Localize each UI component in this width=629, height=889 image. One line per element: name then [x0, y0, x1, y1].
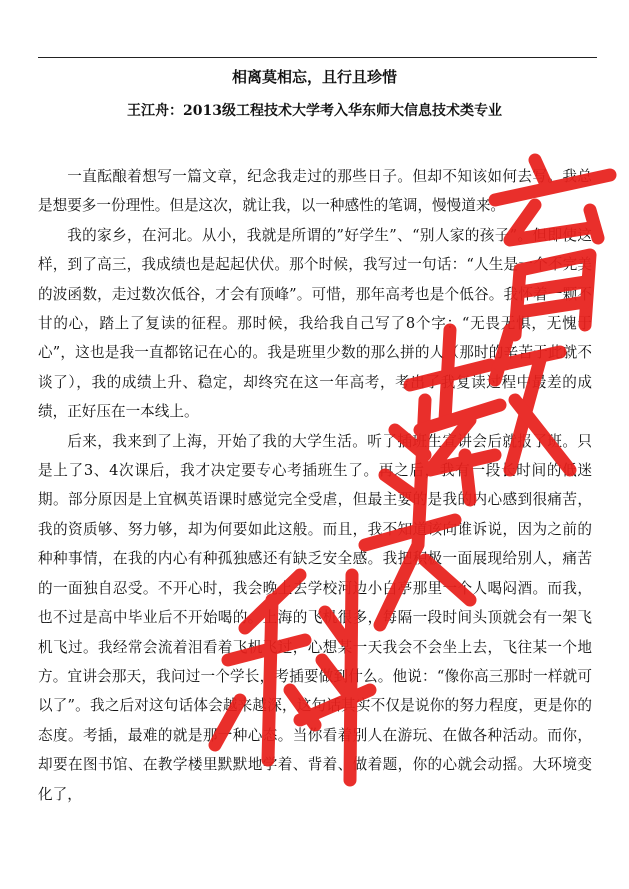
page-title: 相离莫相忘，且行且珍惜: [231, 68, 397, 86]
paragraph-3: 后来，我来到了上海，开始了我的大学生活。听了插班生宣讲会后就报了班。只是上了3、4次课后，我才决定要专心考插班生了。再之后，我有一段长时间的低迷期。部分原因是上宜枫英语课时感觉完全受虐，但最主要的是我的内心感到很痛苦，我的资质够、努力够，却为何要如此这般。而且，我不知道该向谁诉说，因为之前的种种事情，在我的内心有种孤独感还有缺乏安全感。我把积极一面展现给别人，痛苦的一面独自忍受。不开心时，我会晚上去学校河边小白亭那里一个人喝闷酒。而我，也不过是高中毕业后不开始喝的。上海的飞机很多，每隔一段时间头顶就会有一架飞机飞过。我经常会流着泪看着飞机飞过，心想某一天我会不会坐上去，飞往某一个地方。宜讲会那天，我问过一个学长，考插要做到什么。他说：“像你高三那时一样就可以了”。我之后对这句话体会越来越深，这句话其实不仅是说你的努力程度，更是你的态度。考插，最难的就是那一种心态。当你看着别人在游玩、在做各种活动。而你，却要在图书馆、在教学楼里默默地学着、背着、做着题，你的心就会动摇。大环境变化了，: [38, 432, 592, 803]
paragraph-2: 我的家乡，在河北。从小，我就是所谓的”好学生”、“别人家的孩子”。但即使这样，到了高三，我成绩也是起起伏伏。那个时候，我写过一句话：“人生是一个不完美的波函数，走过数次低谷，才会有顶峰”。可惜，那年高考也是个低谷。我怀着一颗不甘的心，踏上了复读的征程。那时候，我给我自己写了8个字：“无畏无惧，无愧于心”，这也是我一直都铭记在心的。我是班里少数的那么拼的人（那时的辛苦于此就不谈了），我的成绩上升、稳定，却终究在这一年高考，考出了我复读过程中最差的成绩，正好压在一本线上。: [38, 226, 592, 421]
page-subtitle: 王江舟：2013级工程技术大学考入华东师大信息技术类专业: [127, 103, 502, 119]
header-rule: [38, 57, 597, 58]
paragraph-1: 一直酝酿着想写一篇文章，纪念我走过的那些日子。但却不知该如何去写。我总是想要多一份理性。但是这次，就让我，以一种感性的笔调，慢慢道来。: [38, 168, 592, 215]
article-body: [38, 162, 592, 809]
